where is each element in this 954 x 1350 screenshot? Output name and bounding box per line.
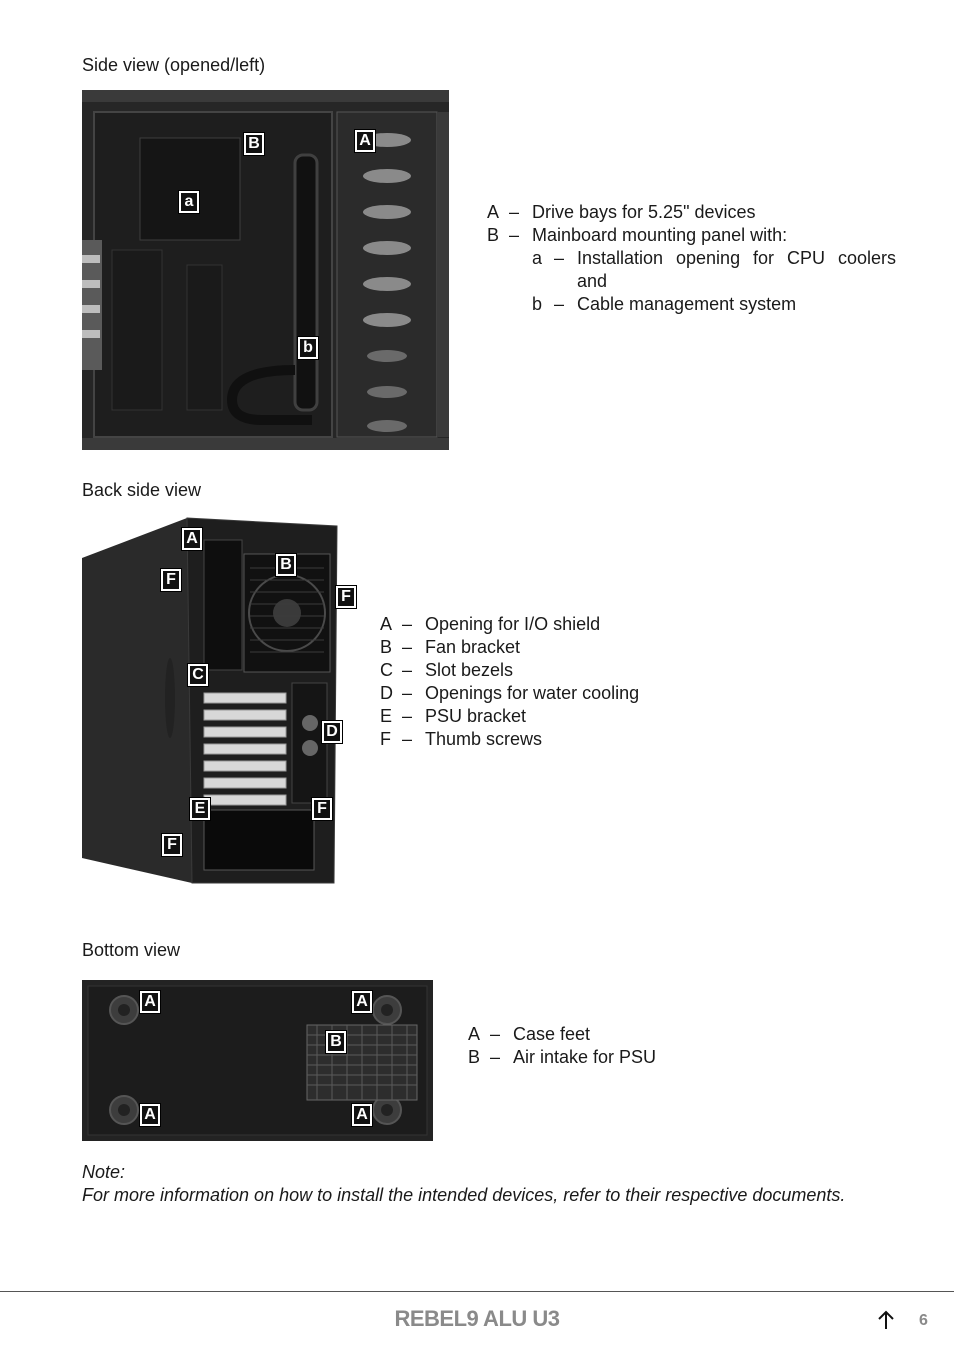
legend-dash: – — [402, 637, 413, 657]
callout-a: A — [352, 991, 372, 1013]
legend-key: B — [487, 225, 500, 245]
callout-e: E — [190, 798, 210, 820]
legend-key: A — [468, 1024, 481, 1044]
callout-a-lower: a — [179, 191, 199, 213]
callout-c: C — [188, 664, 208, 686]
legend-text: Thumb screws — [425, 729, 543, 749]
legend-text: Installation opening for CPU coolers and — [577, 248, 896, 291]
back-view-legend — [380, 613, 639, 751]
callout-b-lower: b — [298, 337, 318, 359]
legend-sublist — [487, 247, 896, 316]
footer-divider — [0, 1291, 954, 1292]
note-text: For more information on how to install the intended devices, refer to their respective documents. — [82, 1185, 846, 1205]
legend-text: Fan bracket — [425, 637, 521, 657]
legend-key: F — [380, 729, 391, 749]
legend-item — [468, 1046, 656, 1069]
legend-dash: – — [402, 660, 413, 680]
legend-item — [380, 613, 639, 636]
legend-subitem — [532, 247, 896, 293]
legend-key: A — [487, 202, 500, 222]
back-view-title: Back side view — [82, 480, 202, 500]
side-view-photo — [82, 90, 449, 450]
legend-text: Cable management system — [577, 294, 797, 314]
legend-item — [487, 201, 896, 224]
legend-key: A — [380, 614, 393, 634]
legend-subitem — [532, 293, 896, 316]
legend-key: D — [380, 683, 393, 703]
legend-key: b — [532, 294, 543, 314]
legend-dash: – — [402, 706, 413, 726]
note-label: Note: — [82, 1162, 126, 1182]
legend-text: Opening for I/O shield — [425, 614, 601, 634]
legend-item — [380, 682, 639, 705]
side-view-legend — [487, 201, 896, 316]
bottom-view-photo — [82, 980, 433, 1141]
legend-item — [380, 705, 639, 728]
footer-product-name: REBEL9 ALU U3 — [394, 1306, 560, 1331]
legend-dash: – — [402, 614, 413, 634]
legend-text: Drive bays for 5.25" devices — [532, 202, 756, 222]
legend-key: a — [532, 248, 543, 268]
legend-text: Mainboard mounting panel with: — [532, 225, 788, 245]
legend-text: Slot bezels — [425, 660, 514, 680]
legend-dash: – — [509, 225, 520, 245]
back-view-photo — [82, 518, 351, 883]
callout-f: F — [336, 586, 356, 608]
legend-item — [468, 1023, 656, 1046]
legend-dash: – — [402, 729, 413, 749]
callout-a: A — [140, 1104, 160, 1126]
legend-key: C — [380, 660, 393, 680]
legend-dash: – — [402, 683, 413, 703]
callout-a: A — [352, 1104, 372, 1126]
callout-b: B — [276, 554, 296, 576]
callout-b: B — [326, 1031, 346, 1053]
legend-item — [380, 728, 639, 751]
legend-text: Air intake for PSU — [513, 1047, 657, 1067]
callout-f: F — [161, 569, 181, 591]
legend-text: Openings for water cooling — [425, 683, 640, 703]
page-number: 6 — [919, 1312, 928, 1329]
callout-a: A — [355, 130, 375, 152]
legend-dash: – — [490, 1024, 501, 1044]
callout-f: F — [162, 834, 182, 856]
legend-key: B — [468, 1047, 481, 1067]
callout-a: A — [182, 528, 202, 550]
legend-text: Case feet — [513, 1024, 591, 1044]
legend-dash: – — [554, 248, 565, 268]
legend-dash: – — [490, 1047, 501, 1067]
side-view-title: Side view (opened/left) — [82, 55, 266, 75]
legend-dash: – — [509, 202, 520, 222]
bottom-view-legend — [468, 1023, 656, 1069]
bottom-view-title: Bottom view — [82, 940, 181, 960]
bottom-view-illustration — [82, 980, 433, 1141]
legend-dash: – — [554, 294, 565, 314]
callout-f: F — [312, 798, 332, 820]
arrow-up-icon[interactable] — [876, 1309, 896, 1331]
legend-item — [487, 224, 896, 247]
back-view-illustration — [82, 518, 344, 883]
legend-item — [380, 659, 639, 682]
legend-item — [380, 636, 639, 659]
note-block — [82, 1161, 897, 1207]
legend-key: E — [380, 706, 393, 726]
side-view-illustration — [82, 90, 449, 450]
legend-text: PSU bracket — [425, 706, 527, 726]
callout-a: A — [140, 991, 160, 1013]
legend-key: B — [380, 637, 393, 657]
callout-d: D — [322, 721, 342, 743]
callout-b: B — [244, 133, 264, 155]
